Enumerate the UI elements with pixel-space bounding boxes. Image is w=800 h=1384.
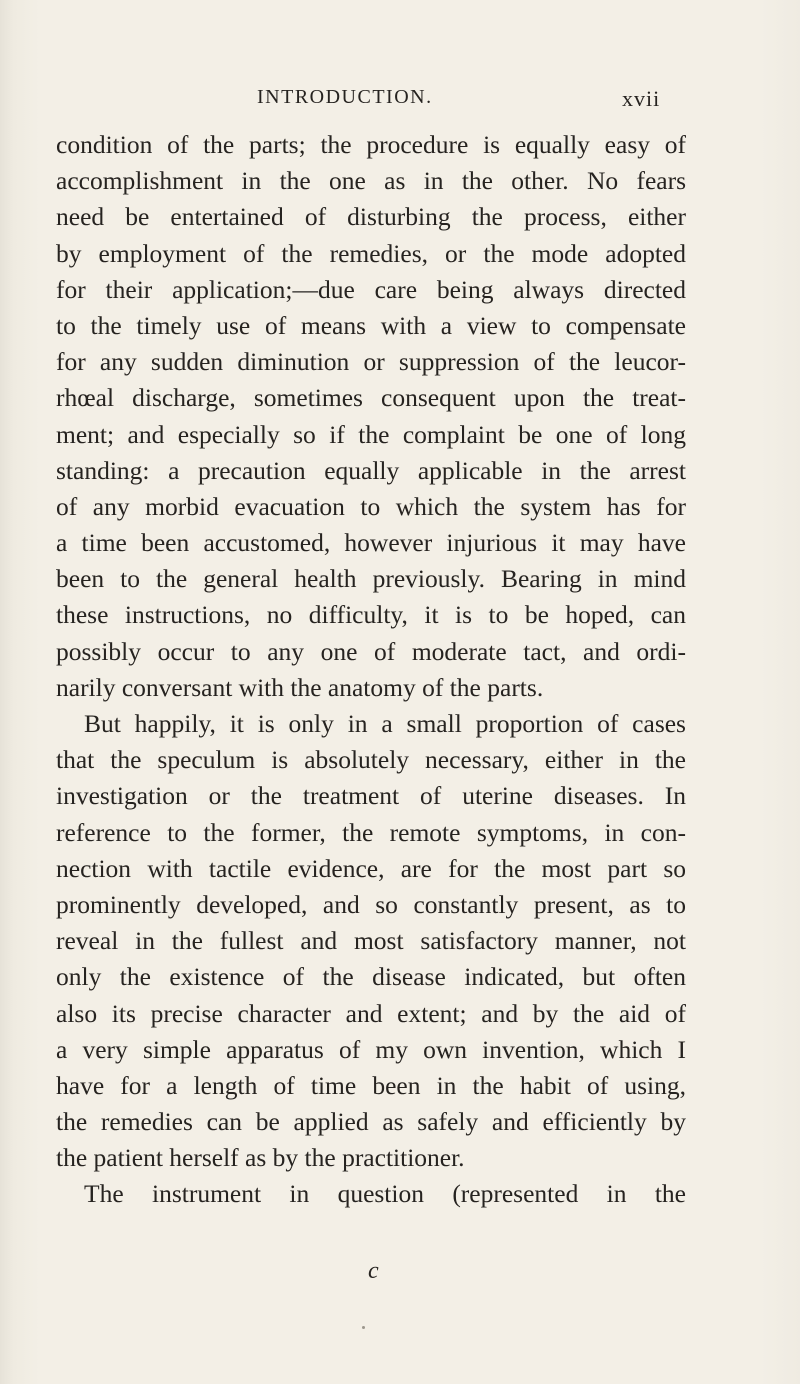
text-line: by employment of the remedies, or the mode adopted — [56, 238, 686, 268]
text-line: also its precise character and extent; and by the aid of — [56, 998, 686, 1028]
text-line: standing: a precaution equally applicable in the arrest — [56, 455, 686, 485]
text-line: of any morbid evacuation to which the system has for — [56, 491, 686, 521]
running-head — [0, 86, 800, 116]
text-line: only the existence of the disease indicated, but often — [56, 962, 686, 992]
text-line: need be entertained of disturbing the process, either — [56, 202, 686, 232]
body-text — [56, 127, 686, 1213]
paragraph-start-line: But happily, it is only in a small proportion of cases — [84, 709, 686, 738]
text-line: the remedies can be applied as safely and efficiently by — [56, 1107, 686, 1137]
text-line: a very simple apparatus of my own invention, which I — [56, 1034, 686, 1064]
running-title: INTRODUCTION. — [257, 86, 433, 108]
paragraph-start-line: The instrument in question (represented in the — [84, 1179, 686, 1209]
text-line: condition of the parts; the procedure is equally easy of — [56, 130, 686, 159]
text-line: been to the general health previously. Bearing in mind — [56, 564, 686, 594]
text-line: possibly occur to any one of moderate tact, and ordi- — [56, 636, 686, 666]
text-line: for their application;—due care being always directed — [56, 274, 686, 304]
paragraph-end-line: the patient herself as by the practitioner. — [56, 1143, 465, 1173]
text-line: rhœal discharge, sometimes consequent upon the treat- — [56, 383, 686, 413]
text-line: accomplishment in the one as in the other. No fears — [56, 166, 686, 196]
page-number: xvii — [622, 86, 661, 111]
text-line: prominently developed, and so constantly present, as to — [56, 889, 686, 919]
text-line: ment; and especially so if the complaint be one of long — [56, 419, 686, 449]
text-line: reference to the former, the remote symptoms, in con- — [56, 817, 686, 847]
text-line: have for a length of time been in the habit of using, — [56, 1070, 686, 1100]
text-line: to the timely use of means with a view to compensate — [56, 310, 686, 340]
paragraph-end-line: narily conversant with the anatomy of the parts. — [56, 672, 544, 702]
text-line: investigation or the treatment of uterine diseases. In — [56, 781, 686, 811]
paper-speck — [362, 1326, 365, 1329]
text-line: nection with tactile evidence, are for the most part so — [56, 853, 686, 883]
signature-mark: c — [368, 1258, 379, 1284]
text-line: these instructions, no difficulty, it is to be hoped, can — [56, 600, 686, 630]
text-line: that the speculum is absolutely necessary, either in the — [56, 745, 686, 775]
text-line: for any sudden diminution or suppression of the leucor- — [56, 347, 686, 377]
text-line: reveal in the fullest and most satisfactory manner, not — [56, 926, 686, 956]
text-line: a time been accustomed, however injurious it may have — [56, 528, 686, 558]
